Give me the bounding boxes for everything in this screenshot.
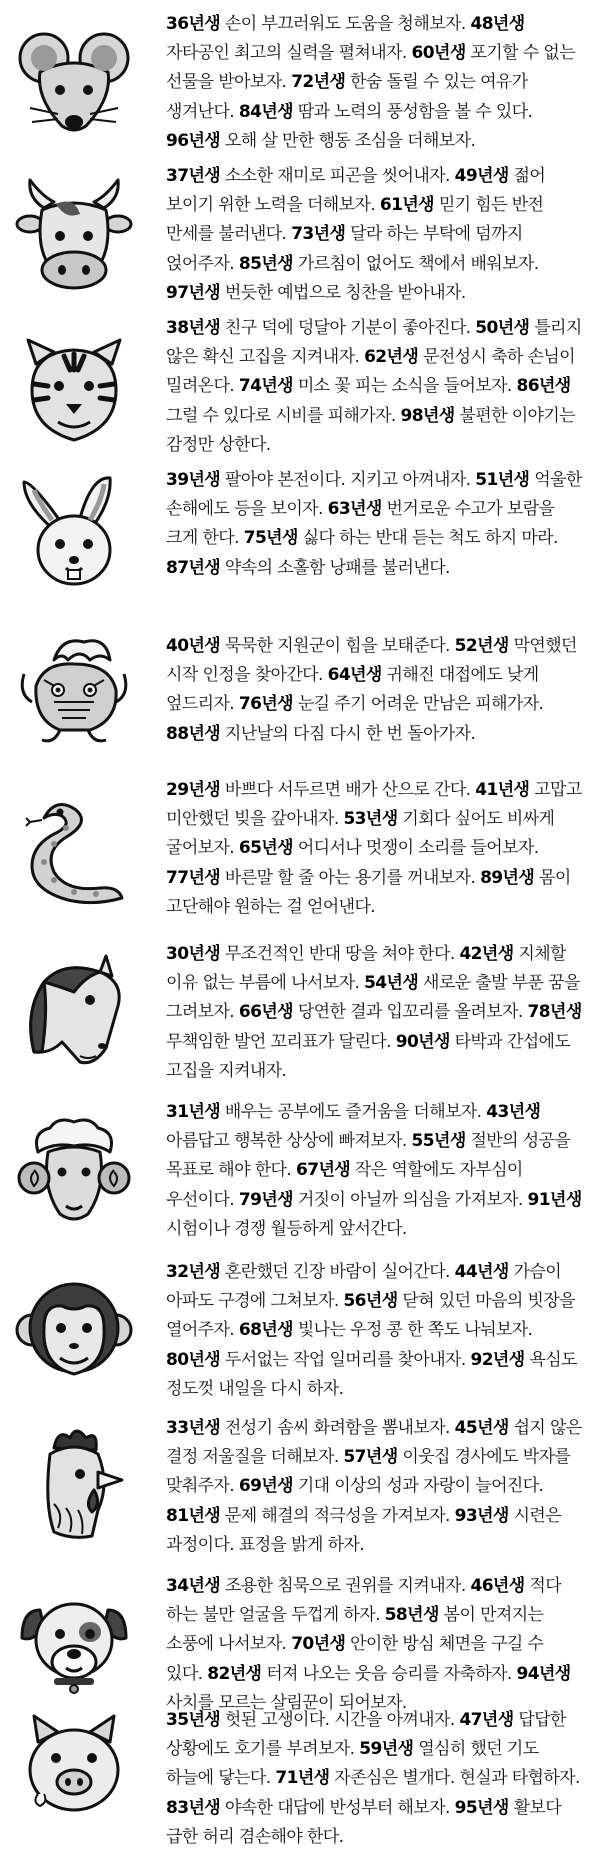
birth-year: 90년생 — [395, 1031, 450, 1052]
birth-year: 29년생 — [166, 780, 221, 800]
birth-year: 96년생 — [166, 130, 221, 151]
birth-year: 78년생 — [527, 1002, 582, 1023]
fortune-text — [166, 314, 584, 460]
fortune: 거짓이 아닐까 의심을 가져보자. — [297, 1189, 523, 1210]
birth-year: 66년생 — [238, 1002, 294, 1023]
fortune-text — [166, 10, 584, 156]
birth-year: 51년생 — [475, 470, 530, 490]
zodiac-entry-rabbit — [0, 464, 600, 624]
fortune: 가슴이 아파도 구경에 그쳐보자. — [166, 1262, 562, 1312]
fortune: 전성기 솜씨 화려함을 뽐내보자. — [224, 1418, 450, 1438]
zodiac-entry-horse — [0, 930, 600, 1090]
fortune: 답답한 상황에도 호기를 부려보자. — [166, 1710, 566, 1760]
monkey-icon — [14, 1270, 134, 1390]
zodiac-entry-tiger — [0, 312, 600, 464]
fortune: 안이한 방심 체면을 구길 수 있다. — [166, 1634, 544, 1684]
birth-year: 35년생 — [166, 1710, 221, 1730]
birth-year: 67년생 — [295, 1160, 351, 1181]
birth-year: 84년생 — [238, 101, 294, 122]
zodiac-entry-ox — [0, 160, 600, 312]
fortune: 타박과 간섭에도 고집을 지켜내자. — [166, 1031, 571, 1081]
birth-year: 94년생 — [516, 1663, 571, 1684]
tiger-icon — [14, 330, 134, 450]
fortune-text — [166, 940, 584, 1086]
fortune: 쉽지 않은 결정 저울질을 더해보자. — [166, 1418, 582, 1468]
fortune: 야속한 대답에 반성부터 해보자. — [224, 1797, 450, 1818]
fortune: 사치를 모르는 살림꾼이 되어보자. — [166, 1692, 407, 1713]
birth-year: 79년생 — [238, 1189, 294, 1210]
fortune-text — [166, 632, 584, 749]
birth-year: 53년생 — [343, 809, 398, 830]
dragon-icon — [14, 630, 134, 750]
rabbit-icon — [14, 474, 134, 594]
fortune: 믿기 힘든 반전 만세를 불러낸다. — [166, 195, 544, 245]
fortune: 당연한 결과 입꼬리를 올려보자. — [297, 1002, 523, 1023]
fortune: 이웃집 경사에도 박자를 맞춰주자. — [166, 1447, 571, 1497]
birth-year: 69년생 — [238, 1476, 294, 1497]
horse-icon — [14, 952, 134, 1072]
birth-year: 34년생 — [166, 1576, 221, 1596]
fortune-text — [166, 1258, 584, 1404]
zodiac-entry-snake — [0, 770, 600, 930]
fortune: 번거로운 수고가 보람을 크게 한다. — [166, 499, 555, 549]
birth-year: 39년생 — [166, 470, 221, 490]
birth-year: 43년생 — [486, 1102, 541, 1122]
snake-icon — [14, 788, 134, 908]
birth-year: 33년생 — [166, 1418, 221, 1438]
birth-year: 86년생 — [516, 376, 571, 397]
pig-icon — [14, 1708, 134, 1828]
birth-year: 82년생 — [207, 1663, 262, 1684]
fortune: 아름답고 행복한 상상에 빠져보자. — [166, 1131, 407, 1152]
fortune: 열심히 했던 기도 하늘에 닿는다. — [166, 1739, 539, 1789]
fortune-text — [166, 1572, 584, 1718]
birth-year: 44년생 — [454, 1262, 509, 1282]
fortune: 기회다 싶어도 비싸게 굴어보자. — [166, 809, 555, 859]
birth-year: 71년생 — [275, 1768, 330, 1789]
zodiac-entry-monkey — [0, 1250, 600, 1410]
fortune: 터져 나오는 웃음 승리를 자축하자. — [266, 1663, 512, 1684]
fortune: 싫다 하는 반대 듣는 척도 하지 마라. — [302, 528, 558, 549]
birth-year: 56년생 — [343, 1291, 398, 1312]
birth-year: 74년생 — [238, 376, 294, 397]
fortune: 틀리지 않은 확신 고집을 지켜내자. — [166, 318, 582, 368]
birth-year: 57년생 — [343, 1447, 398, 1468]
fortune: 시험이나 경쟁 월등하게 앞서간다. — [166, 1218, 407, 1239]
fortune: 손이 부끄러워도 도움을 청해보자. — [224, 14, 466, 34]
birth-year: 83년생 — [166, 1797, 221, 1818]
fortune: 배우는 공부에도 즐거움을 더해보자. — [224, 1102, 482, 1122]
birth-year: 89년생 — [480, 867, 535, 888]
fortune: 바쁘다 서두르면 배가 산으로 간다. — [224, 780, 471, 800]
fortune: 그럴 수 있다로 시비를 피해가자. — [166, 405, 396, 426]
birth-year: 54년생 — [364, 973, 419, 994]
fortune: 활보다 급한 허리 겸손해야 한다. — [166, 1797, 562, 1847]
birth-year: 45년생 — [454, 1418, 509, 1438]
fortune: 젊어 보이기 위한 노력을 더해보자. — [166, 166, 546, 216]
zodiac-entry-dragon — [0, 624, 600, 770]
birth-year: 73년생 — [291, 224, 346, 245]
fortune: 팔아야 본전이다. 지키고 아껴내자. — [224, 470, 471, 490]
fortune: 눈길 주기 어려운 만남은 피해가자. — [297, 694, 544, 715]
birth-year: 77년생 — [166, 867, 221, 888]
birth-year: 60년생 — [411, 43, 466, 64]
dog-icon — [14, 1580, 134, 1700]
birth-year: 85년생 — [238, 253, 294, 274]
birth-year: 93년생 — [454, 1505, 509, 1526]
birth-year: 49년생 — [454, 166, 509, 186]
birth-year: 68년생 — [238, 1320, 294, 1341]
birth-year: 38년생 — [166, 318, 221, 338]
rat-icon — [14, 20, 134, 140]
fortune: 오해 살 만한 행동 조심을 더해보자. — [224, 130, 476, 151]
birth-year: 62년생 — [364, 347, 419, 368]
fortune: 기대 이상의 성과 자랑이 늘어진다. — [297, 1476, 544, 1497]
birth-year: 65년생 — [238, 838, 294, 859]
birth-year: 59년생 — [359, 1739, 414, 1760]
birth-year: 50년생 — [475, 318, 530, 338]
fortune: 새로운 출발 부푼 꿈을 그려보자. — [166, 973, 580, 1023]
fortune: 한숨 돌릴 수 있는 여유가 생겨난다. — [166, 72, 528, 122]
birth-year: 75년생 — [243, 528, 298, 549]
fortune: 욕심도 정도껏 내일을 다시 하자. — [166, 1349, 577, 1399]
fortune: 자존심은 별개다. 현실과 타협하자. — [334, 1768, 580, 1789]
fortune: 몸이 고단해야 원하는 걸 얻어낸다. — [166, 867, 571, 917]
birth-year: 64년생 — [327, 665, 382, 686]
birth-year: 81년생 — [166, 1505, 221, 1526]
fortune: 억울한 손해에도 등을 보이자. — [166, 470, 582, 520]
fortune: 작은 역할에도 자부심이 우선이다. — [166, 1160, 523, 1210]
fortune: 문전성시 축하 손님이 밀려온다. — [166, 347, 576, 397]
fortune: 시련은 과정이다. 표정을 밝게 하자. — [166, 1505, 562, 1555]
fortune: 귀해진 대접에도 낮게 엎드리자. — [166, 665, 539, 715]
birth-year: 70년생 — [291, 1634, 346, 1655]
fortune: 불편한 이야기는 감정만 상한다. — [166, 405, 576, 455]
ox-icon — [14, 174, 134, 294]
rooster-icon — [14, 1424, 134, 1544]
fortune: 문제 해결의 적극성을 가져보자. — [224, 1505, 450, 1526]
birth-year: 48년생 — [470, 14, 525, 34]
fortune: 가르침이 없어도 책에서 배워보자. — [297, 253, 539, 274]
fortune: 무조건적인 반대 땅을 쳐야 한다. — [224, 944, 455, 964]
fortune: 적다 하는 불만 얼굴을 두껍게 하자. — [166, 1576, 562, 1626]
fortune: 무책임한 발언 꼬리표가 달린다. — [166, 1031, 391, 1052]
birth-year: 88년생 — [166, 723, 221, 744]
fortune: 어디서나 멋쟁이 소리를 들어보자. — [297, 838, 539, 859]
birth-year: 87년생 — [166, 557, 221, 578]
fortune: 번듯한 예법으로 칭찬을 받아내자. — [224, 282, 466, 303]
birth-year: 42년생 — [459, 944, 514, 964]
birth-year: 52년생 — [454, 636, 509, 656]
fortune: 소소한 재미로 피곤을 씻어내자. — [224, 166, 450, 186]
birth-year: 95년생 — [454, 1797, 509, 1818]
fortune: 포기할 수 없는 선물을 받아보자. — [166, 43, 576, 93]
fortune: 바른말 할 줄 아는 용기를 꺼내보자. — [224, 867, 476, 888]
birth-year: 98년생 — [400, 405, 455, 426]
sheep-icon — [14, 1112, 134, 1232]
birth-year: 76년생 — [238, 694, 294, 715]
fortune: 미소 꽃 피는 소식을 들어보자. — [297, 376, 512, 397]
fortune-text — [166, 776, 584, 922]
fortune-text — [166, 1098, 584, 1244]
fortune: 고맙고 미안했던 빚을 갚아내자. — [166, 780, 582, 830]
birth-year: 91년생 — [527, 1189, 582, 1210]
birth-year: 46년생 — [470, 1576, 525, 1596]
fortune: 두서없는 작업 일머리를 찾아내자. — [224, 1349, 466, 1370]
birth-year: 55년생 — [411, 1131, 466, 1152]
fortune: 절반의 성공을 목표로 해야 한다. — [166, 1131, 571, 1181]
fortune: 달라 하는 부탁에 덤까지 얹어주자. — [166, 224, 523, 274]
birth-year: 61년생 — [379, 195, 435, 216]
birth-year: 31년생 — [166, 1102, 221, 1122]
fortune: 막연했던 시작 인정을 찾아간다. — [166, 636, 577, 686]
birth-year: 41년생 — [475, 780, 530, 800]
fortune: 자타공인 최고의 실력을 펼쳐내자. — [166, 43, 407, 64]
birth-year: 92년생 — [470, 1349, 525, 1370]
fortune-text — [166, 1414, 584, 1560]
fortune: 봄이 만져지는 소풍에 나서보자. — [166, 1605, 544, 1655]
birth-year: 80년생 — [166, 1349, 221, 1370]
fortune: 지난날의 다짐 다시 한 번 돌아가자. — [224, 723, 476, 744]
fortune: 친구 덕에 덩달아 기분이 좋아진다. — [224, 318, 471, 338]
fortune: 조용한 침묵으로 권위를 지켜내자. — [224, 1576, 466, 1596]
birth-year: 47년생 — [459, 1710, 514, 1730]
fortune: 빛나는 우정 콩 한 쪽도 나눠보자. — [297, 1320, 533, 1341]
zodiac-entry-sheep — [0, 1090, 600, 1250]
fortune: 약속의 소홀함 낭패를 불러낸다. — [224, 557, 450, 578]
fortune-text — [166, 162, 584, 308]
fortune-text — [166, 1706, 584, 1852]
birth-year: 58년생 — [384, 1605, 439, 1626]
fortune: 지체할 이유 없는 부름에 나서보자. — [166, 944, 566, 994]
birth-year: 63년생 — [327, 499, 382, 520]
fortune: 헛된 고생이다. 시간을 아껴내자. — [224, 1710, 455, 1730]
birth-year: 32년생 — [166, 1262, 221, 1282]
birth-year: 36년생 — [166, 14, 221, 34]
zodiac-entry-pig — [0, 1710, 600, 1847]
zodiac-entry-dog — [0, 1570, 600, 1713]
fortune: 땀과 노력의 풍성함을 볼 수 있다. — [297, 101, 533, 122]
fortune: 혼란했던 긴장 바람이 실어간다. — [224, 1262, 450, 1282]
birth-year: 97년생 — [166, 282, 221, 303]
birth-year: 37년생 — [166, 166, 221, 186]
birth-year: 30년생 — [166, 944, 221, 964]
zodiac-entry-rooster — [0, 1410, 600, 1570]
zodiac-entry-rat — [0, 10, 600, 160]
fortune-text — [166, 466, 584, 583]
fortune: 닫혀 있던 마음의 빗장을 열어주자. — [166, 1291, 576, 1341]
birth-year: 72년생 — [291, 72, 346, 93]
fortune: 묵묵한 지원군이 힘을 보태준다. — [224, 636, 450, 656]
birth-year: 40년생 — [166, 636, 221, 656]
